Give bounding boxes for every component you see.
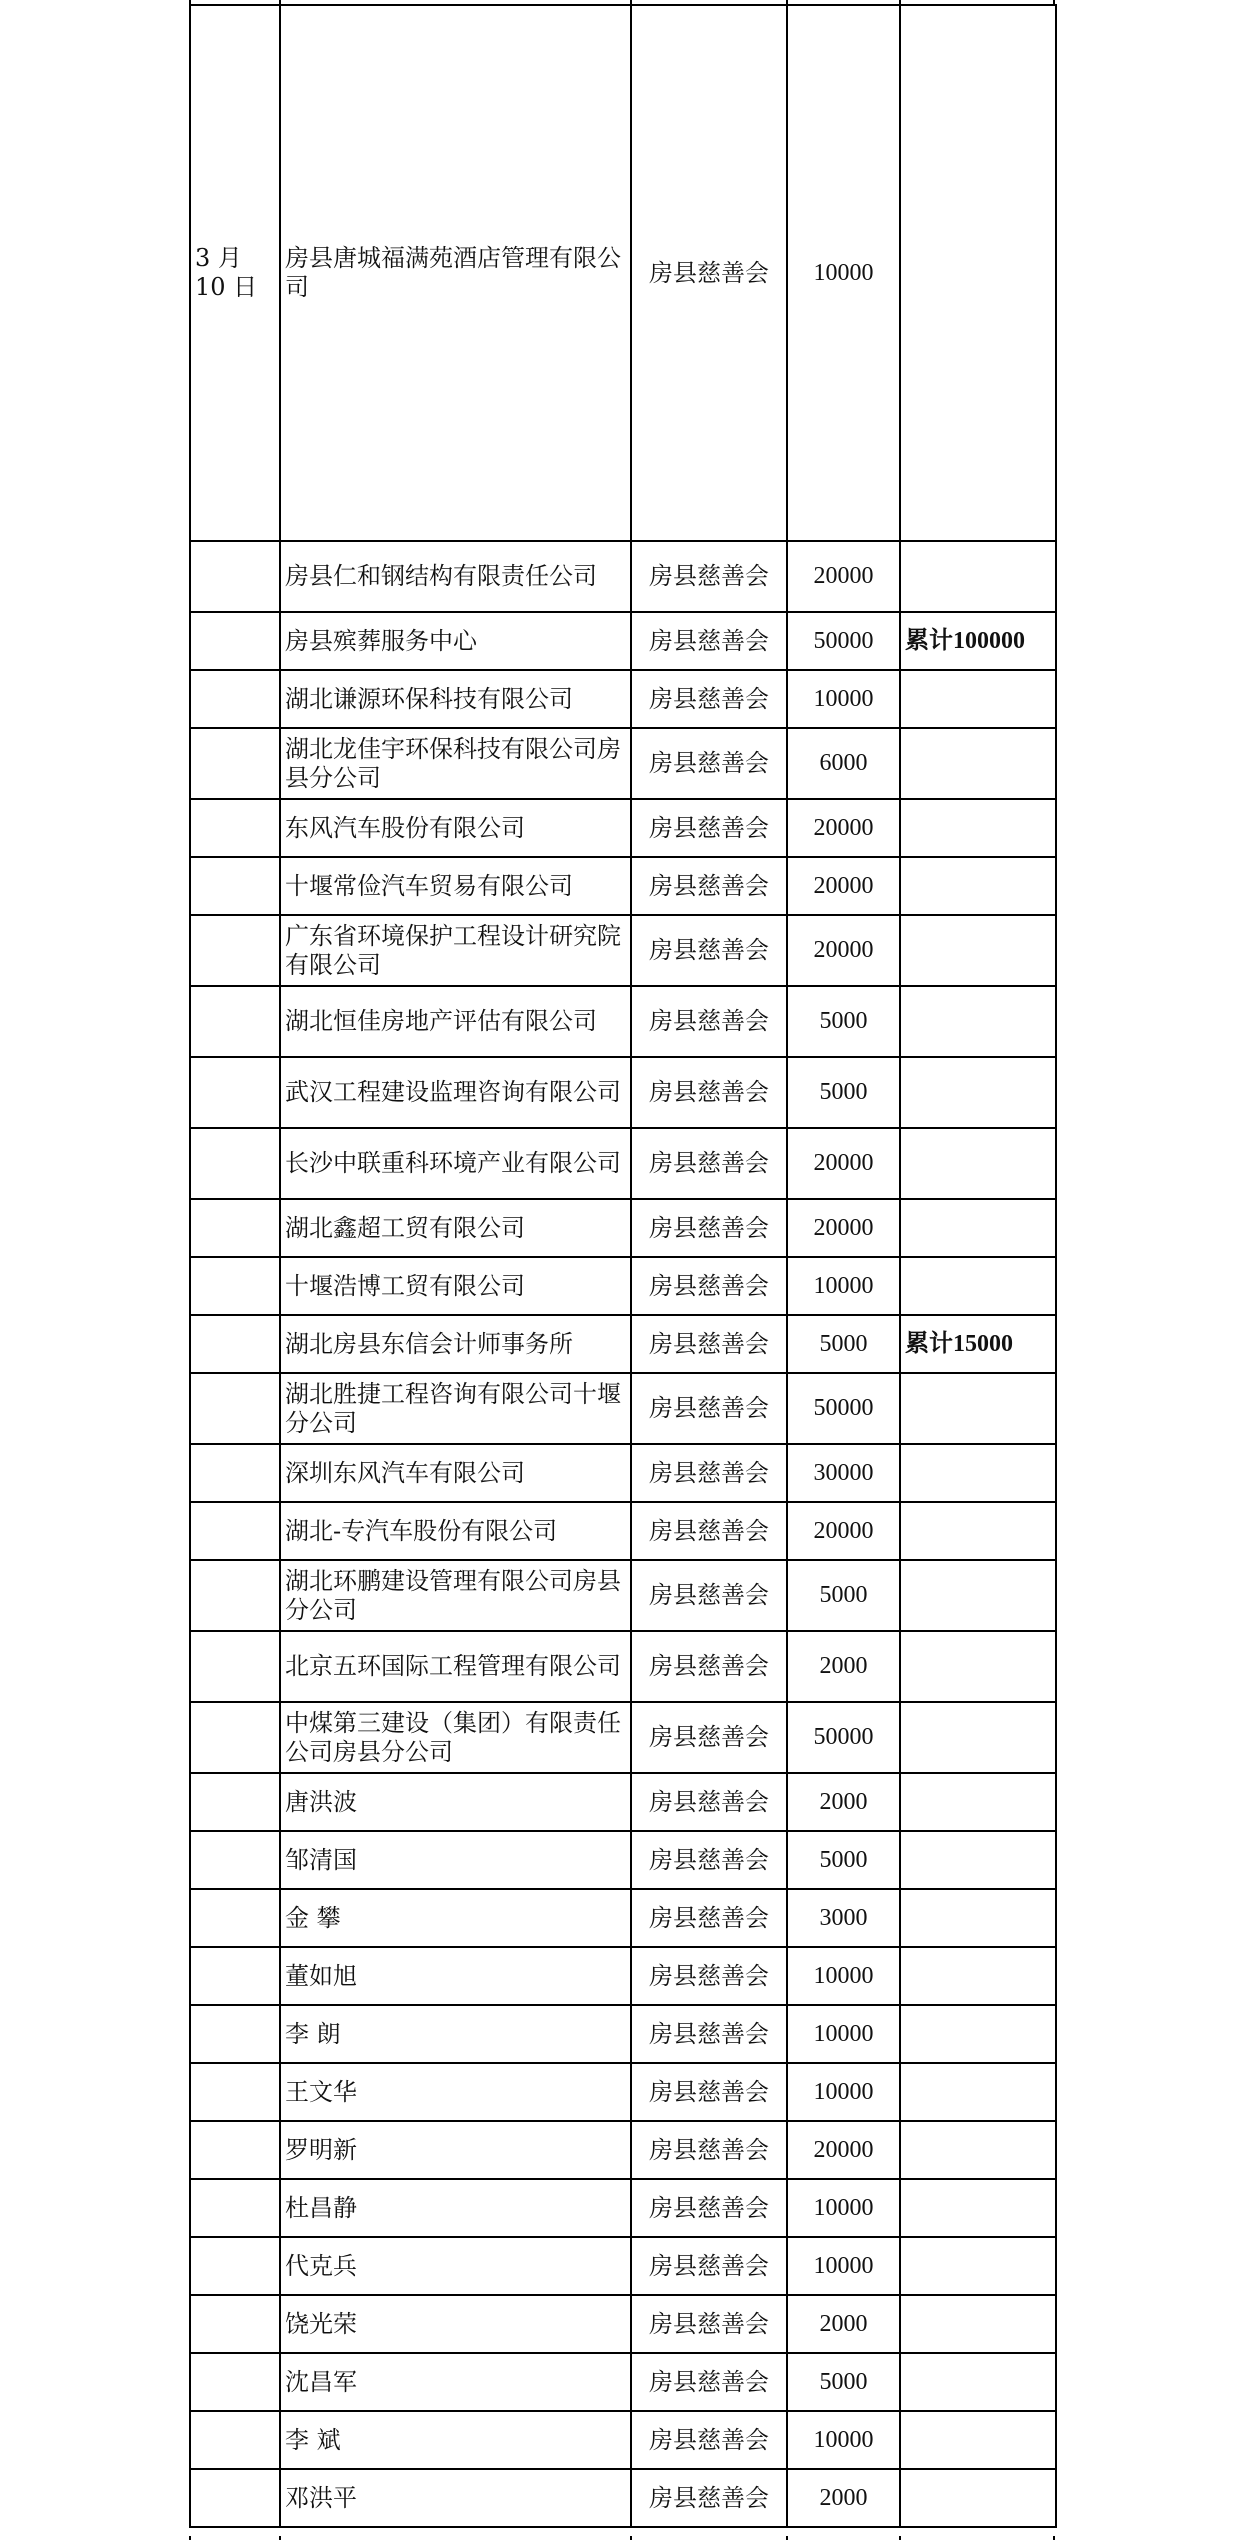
table-row: [190, 1947, 1056, 2005]
amount-cell: 2000: [787, 2295, 900, 2353]
date-cell: [190, 1257, 280, 1315]
amount-cell: 10000: [787, 2237, 900, 2295]
date-cell: [190, 1057, 280, 1128]
recipient-cell: 房县慈善会: [631, 1502, 787, 1560]
date-cell: [190, 1128, 280, 1199]
donor-name-cell: 长沙中联重科环境产业有限公司: [280, 1128, 631, 1199]
date-cell: [190, 1702, 280, 1773]
date-cell: [190, 2121, 280, 2179]
table-row: [190, 2469, 1056, 2527]
amount-cell: 20000: [787, 2121, 900, 2179]
donor-name-cell: 李 斌: [280, 2411, 631, 2469]
recipient-cell: 房县慈善会: [631, 2179, 787, 2237]
date-cell: [190, 1502, 280, 1560]
amount-cell: 2000: [787, 2469, 900, 2527]
donor-name-cell: 湖北谦源环保科技有限公司: [280, 670, 631, 728]
date-cell: [190, 2005, 280, 2063]
note-cell: [900, 670, 1056, 728]
amount-cell: 20000: [787, 1502, 900, 1560]
amount-cell: 50000: [787, 1373, 900, 1444]
amount-cell: 2000: [787, 1631, 900, 1702]
donor-name-cell: 唐洪波: [280, 1773, 631, 1831]
amount-cell: 10000: [787, 2005, 900, 2063]
table-row: [190, 2237, 1056, 2295]
date-cell: [190, 915, 280, 986]
amount-cell: 5000: [787, 1560, 900, 1631]
recipient-cell: 房县慈善会: [631, 1831, 787, 1889]
table-row: [190, 2121, 1056, 2179]
date-cell: [190, 1373, 280, 1444]
amount-cell: 50000: [787, 1702, 900, 1773]
donor-name-cell: 代克兵: [280, 2237, 631, 2295]
table-row: [190, 2295, 1056, 2353]
recipient-cell: 房县慈善会: [631, 1315, 787, 1373]
donor-name-cell: 杜昌静: [280, 2179, 631, 2237]
amount-cell: 10000: [787, 2411, 900, 2469]
note-cell: [900, 1257, 1056, 1315]
date-cell: [190, 670, 280, 728]
note-cell: [900, 986, 1056, 1057]
donor-name-cell: 邹清国: [280, 1831, 631, 1889]
amount-cell: 5000: [787, 2353, 900, 2411]
recipient-cell: 房县慈善会: [631, 2411, 787, 2469]
table-row: [190, 1831, 1056, 1889]
table-row: [190, 799, 1056, 857]
amount-cell: 20000: [787, 915, 900, 986]
recipient-cell: 房县慈善会: [631, 541, 787, 612]
donor-name-cell: 湖北环鹏建设管理有限公司房县分公司: [280, 1560, 631, 1631]
amount-cell: 2000: [787, 1773, 900, 1831]
table-row: [190, 728, 1056, 799]
donor-name-cell: 湖北胜捷工程咨询有限公司十堰分公司: [280, 1373, 631, 1444]
note-cell: [900, 2295, 1056, 2353]
note-cell: [900, 1947, 1056, 2005]
table-row: [190, 986, 1056, 1057]
table-row: [190, 2005, 1056, 2063]
note-cell: [900, 2237, 1056, 2295]
recipient-cell: 房县慈善会: [631, 2121, 787, 2179]
date-cell: [190, 1889, 280, 1947]
table-row: [190, 915, 1056, 986]
date-cell: [190, 2353, 280, 2411]
note-cell: [900, 2063, 1056, 2121]
recipient-cell: 房县慈善会: [631, 1947, 787, 2005]
donor-name-cell: 北京五环国际工程管理有限公司: [280, 1631, 631, 1702]
amount-cell: 20000: [787, 1128, 900, 1199]
date-cell: [190, 1444, 280, 1502]
note-cell: [900, 541, 1056, 612]
note-cell: 累计15000: [900, 1315, 1056, 1373]
recipient-cell: 房县慈善会: [631, 799, 787, 857]
donor-name-cell: 王文华: [280, 2063, 631, 2121]
date-cell: [190, 1199, 280, 1257]
recipient-cell: 房县慈善会: [631, 670, 787, 728]
amount-cell: 3000: [787, 1889, 900, 1947]
donor-name-cell: 湖北鑫超工贸有限公司: [280, 1199, 631, 1257]
table-row: [190, 857, 1056, 915]
amount-cell: 20000: [787, 857, 900, 915]
donor-name-cell: 深圳东风汽车有限公司: [280, 1444, 631, 1502]
date-cell: [190, 2179, 280, 2237]
donor-name-cell: 李 朗: [280, 2005, 631, 2063]
donor-name-cell: 董如旭: [280, 1947, 631, 2005]
date-cell: [190, 2063, 280, 2121]
donor-name-cell: 房县殡葬服务中心: [280, 612, 631, 670]
note-cell: [900, 1631, 1056, 1702]
amount-cell: 10000: [787, 5, 900, 541]
recipient-cell: 房县慈善会: [631, 1444, 787, 1502]
recipient-cell: 房县慈善会: [631, 2353, 787, 2411]
recipient-cell: 房县慈善会: [631, 1560, 787, 1631]
donor-name-cell: 罗明新: [280, 2121, 631, 2179]
recipient-cell: 房县慈善会: [631, 2237, 787, 2295]
donor-name-cell: 中煤第三建设（集团）有限责任公司房县分公司: [280, 1702, 631, 1773]
recipient-cell: 房县慈善会: [631, 2005, 787, 2063]
recipient-cell: 房县慈善会: [631, 857, 787, 915]
date-cell: [190, 541, 280, 612]
note-cell: [900, 1199, 1056, 1257]
amount-cell: 20000: [787, 799, 900, 857]
recipient-cell: 房县慈善会: [631, 5, 787, 541]
recipient-cell: 房县慈善会: [631, 1373, 787, 1444]
amount-cell: 10000: [787, 670, 900, 728]
table-row: [190, 1889, 1056, 1947]
note-cell: [900, 2411, 1056, 2469]
donor-name-cell: 湖北-专汽车股份有限公司: [280, 1502, 631, 1560]
table-row: [190, 2179, 1056, 2237]
amount-cell: 10000: [787, 1947, 900, 2005]
table-row: [190, 1560, 1056, 1631]
note-cell: [900, 2179, 1056, 2237]
date-cell: [190, 1560, 280, 1631]
donation-table: [189, 4, 1057, 2528]
table-row: [190, 2411, 1056, 2469]
recipient-cell: 房县慈善会: [631, 1889, 787, 1947]
donor-name-cell: 金 攀: [280, 1889, 631, 1947]
donor-name-cell: 湖北恒佳房地产评估有限公司: [280, 986, 631, 1057]
date-cell: [190, 612, 280, 670]
date-cell: [190, 2237, 280, 2295]
table-row: [190, 1057, 1056, 1128]
note-cell: [900, 1502, 1056, 1560]
recipient-cell: 房县慈善会: [631, 1128, 787, 1199]
amount-cell: 5000: [787, 1315, 900, 1373]
recipient-cell: 房县慈善会: [631, 1702, 787, 1773]
table-row: [190, 1502, 1056, 1560]
note-cell: [900, 1702, 1056, 1773]
donor-name-cell: 房县仁和钢结构有限责任公司: [280, 541, 631, 612]
amount-cell: 6000: [787, 728, 900, 799]
table-row: [190, 612, 1056, 670]
date-cell: [190, 2411, 280, 2469]
date-cell: [190, 1947, 280, 2005]
recipient-cell: 房县慈善会: [631, 2295, 787, 2353]
donor-name-cell: 十堰浩博工贸有限公司: [280, 1257, 631, 1315]
amount-cell: 20000: [787, 1199, 900, 1257]
note-cell: [900, 728, 1056, 799]
donor-name-cell: 沈昌军: [280, 2353, 631, 2411]
note-cell: 累计100000: [900, 612, 1056, 670]
amount-cell: 50000: [787, 612, 900, 670]
date-cell: [190, 799, 280, 857]
date-cell: [190, 1773, 280, 1831]
date-cell: [190, 2295, 280, 2353]
date-cell: [190, 1831, 280, 1889]
donor-name-cell: 湖北龙佳宇环保科技有限公司房县分公司: [280, 728, 631, 799]
note-cell: [900, 1773, 1056, 1831]
note-cell: [900, 1373, 1056, 1444]
recipient-cell: 房县慈善会: [631, 1257, 787, 1315]
table-row: [190, 2353, 1056, 2411]
table-row: [190, 1631, 1056, 1702]
recipient-cell: 房县慈善会: [631, 1057, 787, 1128]
date-cell: [190, 728, 280, 799]
recipient-cell: 房县慈善会: [631, 1773, 787, 1831]
note-cell: [900, 1831, 1056, 1889]
amount-cell: 5000: [787, 986, 900, 1057]
table-row: [190, 1257, 1056, 1315]
table-row: [190, 1199, 1056, 1257]
table-row: [190, 1373, 1056, 1444]
recipient-cell: 房县慈善会: [631, 915, 787, 986]
amount-cell: 5000: [787, 1831, 900, 1889]
table-row: [190, 5, 1056, 541]
recipient-cell: 房县慈善会: [631, 612, 787, 670]
table-row: [190, 670, 1056, 728]
note-cell: [900, 1560, 1056, 1631]
donor-name-cell: 房县唐城福满苑酒店管理有限公司: [280, 5, 631, 541]
donation-table-body: [190, 5, 1056, 2527]
note-cell: [900, 2005, 1056, 2063]
table-row: [190, 541, 1056, 612]
donor-name-cell: 广东省环境保护工程设计研究院有限公司: [280, 915, 631, 986]
date-cell: [190, 2469, 280, 2527]
table-row: [190, 1128, 1056, 1199]
note-cell: [900, 1128, 1056, 1199]
amount-cell: 30000: [787, 1444, 900, 1502]
donor-name-cell: 东风汽车股份有限公司: [280, 799, 631, 857]
note-cell: [900, 1444, 1056, 1502]
amount-cell: 5000: [787, 1057, 900, 1128]
table-row: [190, 1773, 1056, 1831]
amount-cell: 10000: [787, 1257, 900, 1315]
note-cell: [900, 915, 1056, 986]
note-cell: [900, 2353, 1056, 2411]
table-row: [190, 1444, 1056, 1502]
date-cell: [190, 1631, 280, 1702]
recipient-cell: 房县慈善会: [631, 2063, 787, 2121]
note-cell: [900, 1057, 1056, 1128]
recipient-cell: 房县慈善会: [631, 728, 787, 799]
note-cell: [900, 5, 1056, 541]
amount-cell: 10000: [787, 2179, 900, 2237]
donor-name-cell: 饶光荣: [280, 2295, 631, 2353]
note-cell: [900, 857, 1056, 915]
amount-cell: 20000: [787, 541, 900, 612]
donor-name-cell: 湖北房县东信会计师事务所: [280, 1315, 631, 1373]
donor-name-cell: 邓洪平: [280, 2469, 631, 2527]
recipient-cell: 房县慈善会: [631, 1199, 787, 1257]
table-row: [190, 1315, 1056, 1373]
date-cell: [190, 1315, 280, 1373]
recipient-cell: 房县慈善会: [631, 986, 787, 1057]
recipient-cell: 房县慈善会: [631, 2469, 787, 2527]
recipient-cell: 房县慈善会: [631, 1631, 787, 1702]
donor-name-cell: 十堰常俭汽车贸易有限公司: [280, 857, 631, 915]
amount-cell: 10000: [787, 2063, 900, 2121]
note-cell: [900, 2121, 1056, 2179]
note-cell: [900, 799, 1056, 857]
date-cell: [190, 986, 280, 1057]
donor-name-cell: 武汉工程建设监理咨询有限公司: [280, 1057, 631, 1128]
note-cell: [900, 1889, 1056, 1947]
table-bottom-cut-lines: [189, 2536, 1055, 2540]
table-row: [190, 1702, 1056, 1773]
note-cell: [900, 2469, 1056, 2527]
date-cell: [190, 857, 280, 915]
date-cell: 3 月 10 日: [190, 5, 280, 541]
table-row: [190, 2063, 1056, 2121]
